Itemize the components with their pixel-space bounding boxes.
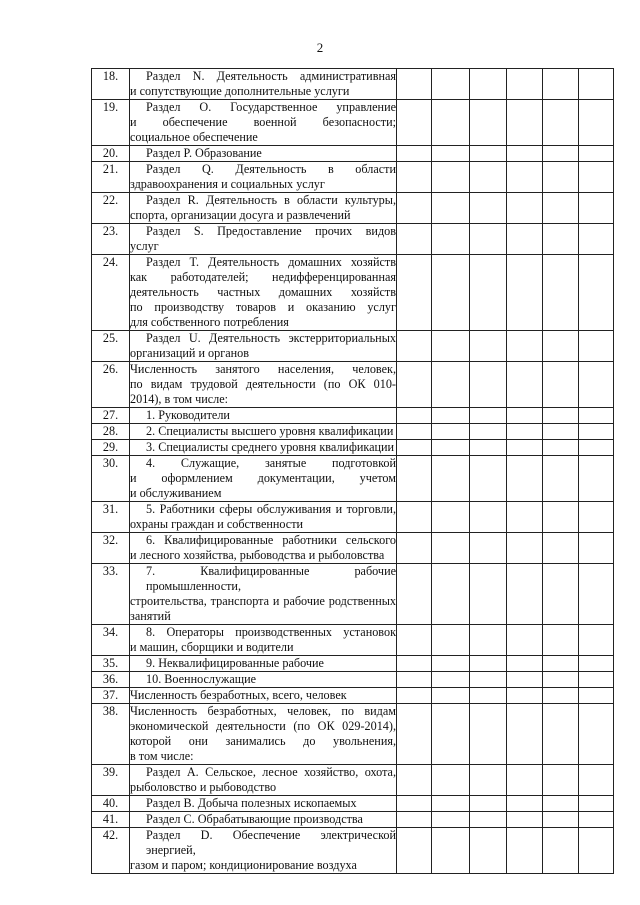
description-line: 8. Операторы производственных установок — [146, 625, 396, 639]
value-cell[interactable] — [579, 162, 614, 193]
row-number: 35. — [92, 656, 130, 672]
value-cell[interactable] — [432, 440, 470, 456]
row-number: 41. — [92, 812, 130, 828]
value-cell[interactable] — [543, 656, 579, 672]
value-cell[interactable] — [543, 146, 579, 162]
value-cell[interactable] — [397, 69, 432, 100]
value-cell[interactable] — [543, 704, 579, 765]
description-line: 10. Военнослужащие — [146, 672, 257, 686]
value-cell[interactable] — [397, 533, 432, 564]
table-row — [92, 796, 614, 812]
value-cell[interactable] — [507, 408, 543, 424]
description-line: 7. Квалифицированные рабочие промышленности, — [146, 564, 396, 593]
value-cell[interactable] — [579, 625, 614, 656]
value-cell[interactable] — [397, 255, 432, 331]
description-line: социальное обеспечение — [130, 130, 258, 144]
row-description — [130, 828, 397, 874]
value-cell[interactable] — [507, 362, 543, 408]
description-line: 2. Специалисты высшего уровня квалификации — [146, 424, 394, 438]
table-row — [92, 162, 614, 193]
value-cell[interactable] — [397, 502, 432, 533]
row-number: 30. — [92, 456, 130, 502]
table-row — [92, 704, 614, 765]
row-description — [130, 688, 397, 704]
value-cell[interactable] — [543, 765, 579, 796]
value-cell[interactable] — [432, 362, 470, 408]
row-number: 37. — [92, 688, 130, 704]
value-cell[interactable] — [543, 625, 579, 656]
value-cell[interactable] — [397, 146, 432, 162]
table-row — [92, 362, 614, 408]
description-line: и обслуживанием — [130, 486, 222, 500]
description-line: 5. Работники сферы обслуживания и торговли, — [146, 502, 396, 516]
value-cell[interactable] — [507, 533, 543, 564]
row-number: 40. — [92, 796, 130, 812]
value-cell[interactable] — [397, 796, 432, 812]
value-cell[interactable] — [397, 440, 432, 456]
value-cell[interactable] — [470, 424, 507, 440]
value-cell[interactable] — [397, 656, 432, 672]
value-cell[interactable] — [432, 162, 470, 193]
value-cell[interactable] — [507, 424, 543, 440]
description-line: Раздел C. Обрабатывающие производства — [146, 812, 363, 826]
value-cell[interactable] — [507, 765, 543, 796]
value-cell[interactable] — [432, 796, 470, 812]
value-cell[interactable] — [432, 828, 470, 874]
row-number: 27. — [92, 408, 130, 424]
value-cell[interactable] — [543, 533, 579, 564]
description-line: в том числе: — [130, 749, 194, 763]
row-number: 25. — [92, 331, 130, 362]
value-cell[interactable] — [543, 162, 579, 193]
value-cell[interactable] — [432, 69, 470, 100]
value-cell[interactable] — [397, 672, 432, 688]
value-cell[interactable] — [397, 704, 432, 765]
row-description — [130, 796, 397, 812]
value-cell[interactable] — [507, 656, 543, 672]
value-cell[interactable] — [397, 625, 432, 656]
value-cell[interactable] — [579, 828, 614, 874]
value-cell[interactable] — [579, 704, 614, 765]
value-cell[interactable] — [507, 440, 543, 456]
table-row — [92, 100, 614, 146]
value-cell[interactable] — [507, 456, 543, 502]
table-row — [92, 424, 614, 440]
value-cell[interactable] — [507, 672, 543, 688]
row-description — [130, 656, 397, 672]
table-row — [92, 331, 614, 362]
table-row — [92, 533, 614, 564]
value-cell[interactable] — [543, 69, 579, 100]
description-line: Раздел S. Предоставление прочих видов — [146, 224, 396, 238]
row-description — [130, 672, 397, 688]
value-cell[interactable] — [543, 224, 579, 255]
description-line: деятельность частных домашних хозяйств — [130, 285, 396, 299]
row-description — [130, 424, 397, 440]
value-cell[interactable] — [579, 812, 614, 828]
row-description — [130, 502, 397, 533]
value-cell[interactable] — [397, 100, 432, 146]
value-cell[interactable] — [470, 564, 507, 625]
description-line: 9. Неквалифицированные рабочие — [146, 656, 324, 670]
value-cell[interactable] — [543, 796, 579, 812]
value-cell[interactable] — [397, 688, 432, 704]
value-cell[interactable] — [470, 502, 507, 533]
row-number: 24. — [92, 255, 130, 331]
value-cell[interactable] — [470, 625, 507, 656]
description-line: Раздел A. Сельское, лесное хозяйство, охота, — [146, 765, 396, 779]
row-description — [130, 362, 397, 408]
value-cell[interactable] — [470, 672, 507, 688]
description-line: и обеспечение военной безопасности; — [130, 115, 396, 129]
value-cell[interactable] — [507, 146, 543, 162]
value-cell[interactable] — [397, 765, 432, 796]
value-cell[interactable] — [543, 564, 579, 625]
value-cell[interactable] — [432, 564, 470, 625]
table-row — [92, 456, 614, 502]
value-cell[interactable] — [470, 796, 507, 812]
value-cell[interactable] — [470, 146, 507, 162]
table-row — [92, 502, 614, 533]
row-number: 31. — [92, 502, 130, 533]
value-cell[interactable] — [432, 656, 470, 672]
value-cell[interactable] — [507, 796, 543, 812]
table-row — [92, 564, 614, 625]
value-cell[interactable] — [470, 440, 507, 456]
value-cell[interactable] — [579, 796, 614, 812]
row-number: 39. — [92, 765, 130, 796]
description-line: 1. Руководители — [146, 408, 230, 422]
table-row — [92, 408, 614, 424]
value-cell[interactable] — [470, 224, 507, 255]
description-line: 4. Служащие, занятые подготовкой — [146, 456, 396, 470]
value-cell[interactable] — [470, 69, 507, 100]
description-line: организаций и органов — [130, 346, 250, 360]
description-line: рыболовство и рыбоводство — [130, 780, 277, 794]
row-description — [130, 704, 397, 765]
value-cell[interactable] — [543, 424, 579, 440]
description-line: 6. Квалифицированные работники сельского — [146, 533, 396, 547]
value-cell[interactable] — [543, 456, 579, 502]
description-line: и сопутствующие дополнительные услуги — [130, 84, 350, 98]
row-description — [130, 456, 397, 502]
row-description — [130, 408, 397, 424]
description-line: 2014), в том числе: — [130, 392, 229, 406]
value-cell[interactable] — [397, 812, 432, 828]
value-cell[interactable] — [579, 255, 614, 331]
value-cell[interactable] — [579, 440, 614, 456]
row-number: 21. — [92, 162, 130, 193]
description-line: Численность занятого населения, человек, — [130, 362, 396, 376]
value-cell[interactable] — [432, 625, 470, 656]
row-number: 18. — [92, 69, 130, 100]
table-row — [92, 146, 614, 162]
description-line: услуг — [130, 239, 159, 253]
value-cell[interactable] — [432, 331, 470, 362]
value-cell[interactable] — [470, 331, 507, 362]
value-cell[interactable] — [507, 331, 543, 362]
value-cell[interactable] — [579, 672, 614, 688]
row-number: 32. — [92, 533, 130, 564]
value-cell[interactable] — [397, 564, 432, 625]
value-cell[interactable] — [579, 564, 614, 625]
value-cell[interactable] — [543, 255, 579, 331]
row-description — [130, 533, 397, 564]
value-cell[interactable] — [397, 456, 432, 502]
value-cell[interactable] — [579, 533, 614, 564]
description-line: которой они занимались до увольнения, — [130, 734, 396, 748]
value-cell[interactable] — [579, 146, 614, 162]
value-cell[interactable] — [432, 456, 470, 502]
row-description — [130, 765, 397, 796]
value-cell[interactable] — [432, 100, 470, 146]
value-cell[interactable] — [470, 362, 507, 408]
value-cell[interactable] — [543, 100, 579, 146]
row-number: 26. — [92, 362, 130, 408]
table-row — [92, 765, 614, 796]
value-cell[interactable] — [543, 362, 579, 408]
row-number: 38. — [92, 704, 130, 765]
value-cell[interactable] — [543, 688, 579, 704]
value-cell[interactable] — [543, 502, 579, 533]
value-cell[interactable] — [470, 704, 507, 765]
value-cell[interactable] — [432, 424, 470, 440]
row-number: 34. — [92, 625, 130, 656]
value-cell[interactable] — [579, 362, 614, 408]
value-cell[interactable] — [507, 564, 543, 625]
value-cell[interactable] — [397, 424, 432, 440]
value-cell[interactable] — [579, 408, 614, 424]
row-description — [130, 100, 397, 146]
value-cell[interactable] — [579, 656, 614, 672]
description-line: Раздел D. Обеспечение электрической энергией, — [146, 828, 396, 857]
description-line: спорта, организации досуга и развлечений — [130, 208, 351, 222]
table-row — [92, 193, 614, 224]
value-cell[interactable] — [579, 100, 614, 146]
value-cell[interactable] — [470, 408, 507, 424]
value-cell[interactable] — [507, 255, 543, 331]
value-cell[interactable] — [470, 456, 507, 502]
value-cell[interactable] — [507, 69, 543, 100]
value-cell[interactable] — [470, 255, 507, 331]
description-line: строительства, транспорта и рабочие родственных — [130, 594, 396, 608]
row-description — [130, 440, 397, 456]
description-line: Численность безработных, человек, по видам — [130, 704, 396, 718]
value-cell[interactable] — [507, 100, 543, 146]
value-cell[interactable] — [470, 828, 507, 874]
value-cell[interactable] — [507, 193, 543, 224]
description-line: Раздел O. Государственное управление — [146, 100, 396, 114]
table-row — [92, 828, 614, 874]
description-line: здравоохранения и социальных услуг — [130, 177, 325, 191]
description-line: по производству товаров и оказанию услуг — [130, 300, 396, 314]
value-cell[interactable] — [397, 224, 432, 255]
description-line: газом и паром; кондиционирование воздуха — [130, 858, 357, 872]
value-cell[interactable] — [432, 765, 470, 796]
table-row — [92, 812, 614, 828]
value-cell[interactable] — [543, 440, 579, 456]
table-row — [92, 688, 614, 704]
row-number: 29. — [92, 440, 130, 456]
row-description — [130, 69, 397, 100]
value-cell[interactable] — [507, 224, 543, 255]
value-cell[interactable] — [507, 162, 543, 193]
value-cell[interactable] — [470, 656, 507, 672]
value-cell[interactable] — [432, 224, 470, 255]
value-cell[interactable] — [507, 625, 543, 656]
value-cell[interactable] — [432, 688, 470, 704]
description-line: 3. Специалисты среднего уровня квалификации — [146, 440, 395, 454]
value-cell[interactable] — [432, 146, 470, 162]
description-line: Раздел B. Добыча полезных ископаемых — [146, 796, 357, 810]
value-cell[interactable] — [507, 502, 543, 533]
value-cell[interactable] — [543, 408, 579, 424]
value-cell[interactable] — [470, 812, 507, 828]
value-cell[interactable] — [543, 812, 579, 828]
description-line: как работодателей; недифференцированная — [130, 270, 396, 284]
table-row — [92, 656, 614, 672]
value-cell[interactable] — [507, 704, 543, 765]
value-cell[interactable] — [507, 812, 543, 828]
description-line: и машин, сборщики и водители — [130, 640, 294, 654]
value-cell[interactable] — [579, 69, 614, 100]
row-description — [130, 812, 397, 828]
value-cell[interactable] — [543, 193, 579, 224]
description-line: охраны граждан и собственности — [130, 517, 304, 531]
value-cell[interactable] — [543, 331, 579, 362]
row-description — [130, 564, 397, 625]
row-number: 23. — [92, 224, 130, 255]
row-number: 36. — [92, 672, 130, 688]
value-cell[interactable] — [432, 408, 470, 424]
table-row — [92, 440, 614, 456]
page-number: 2 — [316, 40, 324, 55]
value-cell[interactable] — [397, 162, 432, 193]
description-line: Раздел R. Деятельность в области культуры, — [146, 193, 396, 207]
value-cell[interactable] — [579, 193, 614, 224]
value-cell[interactable] — [470, 765, 507, 796]
row-number: 28. — [92, 424, 130, 440]
value-cell[interactable] — [470, 193, 507, 224]
value-cell[interactable] — [397, 362, 432, 408]
statistics-table — [91, 68, 614, 874]
description-line: Раздел T. Деятельность домашних хозяйств — [146, 255, 396, 269]
value-cell[interactable] — [432, 672, 470, 688]
row-description — [130, 146, 397, 162]
value-cell[interactable] — [507, 688, 543, 704]
value-cell[interactable] — [470, 533, 507, 564]
description-line: и оформлением документации, учетом — [130, 471, 396, 485]
value-cell[interactable] — [579, 765, 614, 796]
value-cell[interactable] — [397, 408, 432, 424]
description-line: для собственного потребления — [130, 315, 289, 329]
row-description — [130, 224, 397, 255]
row-description — [130, 255, 397, 331]
row-number: 20. — [92, 146, 130, 162]
value-cell[interactable] — [579, 456, 614, 502]
description-line: и лесного хозяйства, рыбоводства и рыболовства — [130, 548, 385, 562]
value-cell[interactable] — [507, 828, 543, 874]
description-line: занятий — [130, 609, 171, 623]
row-number: 22. — [92, 193, 130, 224]
row-description — [130, 193, 397, 224]
table-row — [92, 255, 614, 331]
value-cell[interactable] — [397, 193, 432, 224]
row-description — [130, 162, 397, 193]
value-cell[interactable] — [470, 162, 507, 193]
table-row — [92, 69, 614, 100]
value-cell[interactable] — [579, 688, 614, 704]
value-cell[interactable] — [432, 704, 470, 765]
value-cell[interactable] — [397, 331, 432, 362]
description-line: Раздел N. Деятельность административная — [146, 69, 396, 83]
row-description — [130, 331, 397, 362]
value-cell[interactable] — [432, 533, 470, 564]
value-cell[interactable] — [543, 672, 579, 688]
row-number: 42. — [92, 828, 130, 874]
row-number: 19. — [92, 100, 130, 146]
value-cell[interactable] — [579, 224, 614, 255]
value-cell[interactable] — [543, 828, 579, 874]
table-row — [92, 672, 614, 688]
description-line: Раздел Q. Деятельность в области — [146, 162, 396, 176]
value-cell[interactable] — [579, 502, 614, 533]
value-cell[interactable] — [397, 828, 432, 874]
description-line: экономической деятельности (по ОК 029-2014), — [130, 719, 396, 733]
description-line: Раздел U. Деятельность экстерриториальных — [146, 331, 396, 345]
description-line: по видам трудовой деятельности (по ОК 010- — [130, 377, 396, 391]
table-row — [92, 625, 614, 656]
value-cell[interactable] — [432, 502, 470, 533]
value-cell[interactable] — [579, 331, 614, 362]
value-cell[interactable] — [470, 100, 507, 146]
value-cell[interactable] — [432, 812, 470, 828]
value-cell[interactable] — [579, 424, 614, 440]
value-cell[interactable] — [432, 193, 470, 224]
value-cell[interactable] — [432, 255, 470, 331]
row-number: 33. — [92, 564, 130, 625]
value-cell[interactable] — [470, 688, 507, 704]
row-description — [130, 625, 397, 656]
description-line: Численность безработных, всего, человек — [130, 688, 347, 702]
description-line: Раздел P. Образование — [146, 146, 262, 160]
table-row — [92, 224, 614, 255]
